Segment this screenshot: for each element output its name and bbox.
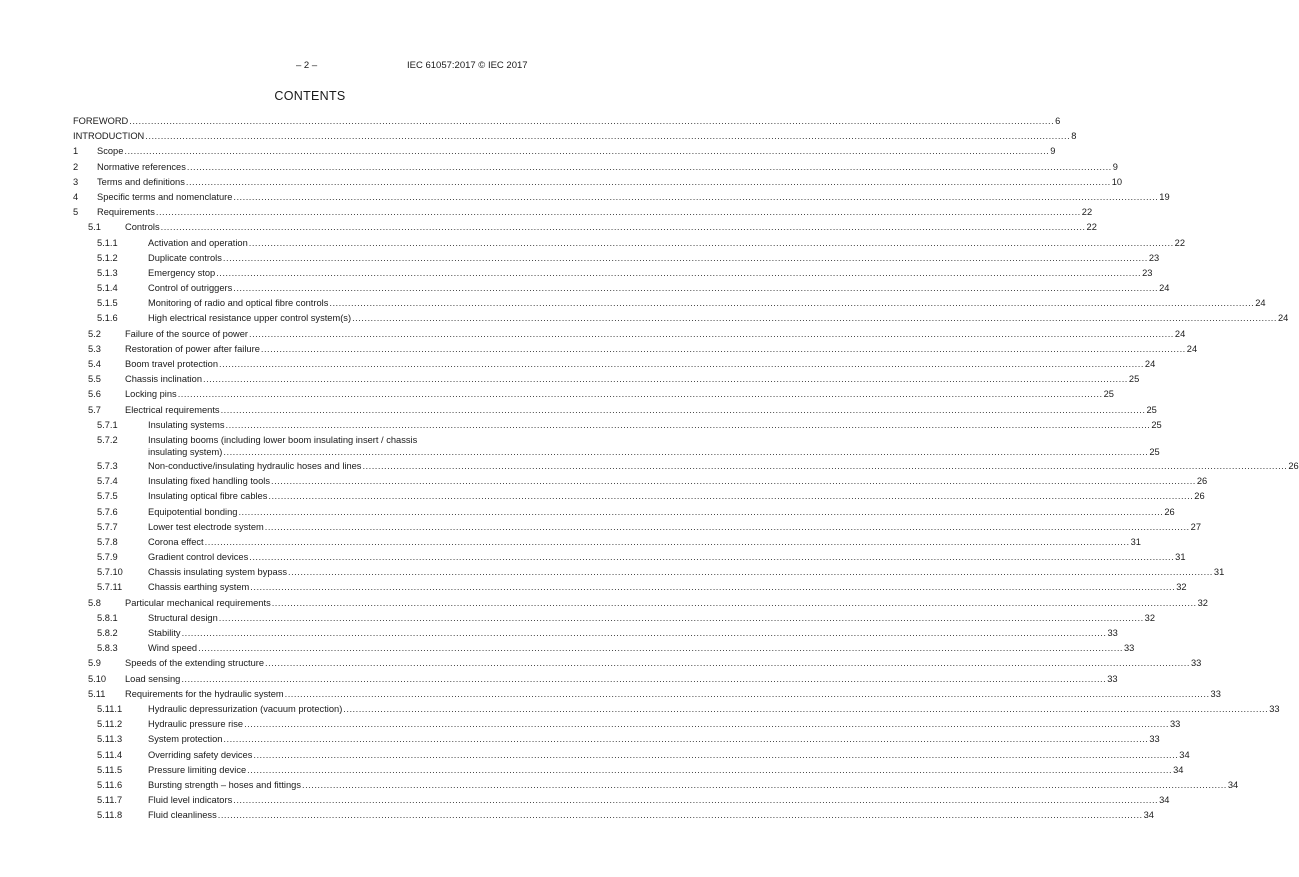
toc-entry[interactable] [73,114,1061,129]
toc-entry[interactable] [73,144,1056,159]
toc-entry-page: 33 [1124,643,1135,654]
toc-entry-page: 24 [1144,359,1156,369]
toc-entry-number: 5.7.11 [97,582,123,593]
toc-entry-title: Wind speed [148,641,198,656]
toc-entry-title: Lower test electrode system [148,520,265,535]
toc-entry-page: 33 [1107,673,1118,684]
toc-entry-number: 5.11.8 [97,810,123,821]
toc-entry-page: 34 [1173,764,1184,775]
toc-entry-page: 24 [1159,283,1170,294]
toc-entry[interactable] [73,505,1175,520]
toc-entry-number: 5.7.8 [97,536,118,547]
toc-entry-page: 22 [1174,237,1186,248]
dot-leader: ............................................................................................................................................................................................................................................................................................................ [223,446,1149,457]
toc-entry-title: Chassis insulating system bypass [148,565,288,580]
toc-entry-page: 23 [1148,252,1160,263]
page-title: CONTENTS [274,89,346,103]
dot-leader: ............................................................................................................................................................................................................................................................................................................ [249,552,1175,563]
toc-entry-page: 31 [1213,567,1225,578]
toc-entry[interactable] [73,763,1184,778]
dot-leader: ............................................................................................................................................................................................................................................................................................................ [177,389,1103,400]
toc-entry[interactable] [73,565,1225,580]
toc-entry[interactable] [73,535,1141,550]
toc-entry-page: 8 [1071,131,1077,142]
dot-leader: ............................................................................................................................................................................................................................................................................................................ [265,658,1190,669]
toc-entry-title: Fluid cleanliness [148,808,218,823]
toc-entry-title: Load sensing [125,672,181,687]
toc-entry[interactable] [73,205,1093,220]
toc-entry[interactable] [73,372,1140,387]
toc-entry[interactable] [73,550,1186,565]
toc-entry-number: 5.1 [88,222,101,233]
toc-entry-number: 5.5 [88,374,101,385]
toc-entry[interactable] [73,357,1156,372]
toc-entry-page: 32 [1144,612,1156,623]
dot-leader: ............................................................................................................................................................................................................................................................................................................ [155,207,1081,218]
dot-leader: ............................................................................................................................................................................................................................................................................................................ [181,673,1107,684]
toc-entry-page: 22 [1086,222,1097,233]
toc-entry[interactable] [73,129,1077,144]
dot-leader: ............................................................................................................................................................................................................................................................................................................ [124,146,1050,157]
toc-entry-page: 25 [1146,404,1157,415]
toc-entry-title: Bursting strength – hoses and fittings [148,778,302,793]
toc-entry-page: 33 [1169,719,1181,730]
toc-entry-number: 4 [73,191,79,202]
toc-entry-title: Scope [97,144,124,159]
toc-entry-page: 24 [1174,328,1186,339]
dot-leader: ............................................................................................................................................................................................................................................................................................................ [270,476,1196,487]
dot-leader: ............................................................................................................................................................................................................................................................................................................ [343,703,1269,714]
toc-entry-title: Insulating systems [148,418,225,433]
toc-entry-number: 5.7.9 [97,552,118,563]
toc-entry-title: Duplicate controls [148,251,223,266]
toc-entry-number: 5.11.1 [97,703,123,714]
dot-leader: ............................................................................................................................................................................................................................................................................................................ [217,810,1143,821]
dot-leader: ............................................................................................................................................................................................................................................................................................................ [145,131,1071,142]
dot-leader: ............................................................................................................................................................................................................................................................................................................ [250,582,1176,593]
toc-entry-number: 5.8.3 [97,643,118,654]
dot-leader: ............................................................................................................................................................................................................................................................................................................ [223,734,1149,745]
toc-entry-number: 5.11.3 [97,734,123,745]
toc-entry-number: 5.11 [88,688,106,699]
toc-entry-title: Failure of the source of power [125,327,249,342]
toc-entry-number: 5.1.1 [97,237,118,248]
toc-entry-title: Particular mechanical requirements [125,596,272,611]
toc-entry-page: 32 [1176,582,1187,593]
toc-entry-page: 33 [1149,734,1160,745]
dot-leader: ............................................................................................................................................................................................................................................................................................................ [203,374,1128,385]
toc-entry-title: Insulating optical fibre cables [148,489,268,504]
toc-entry-number: 5.2 [88,328,101,339]
toc-entry-page: 19 [1159,191,1170,202]
toc-entry-page: 34 [1179,749,1190,760]
toc-entry-number: 5.3 [88,343,101,354]
toc-entry[interactable] [73,160,1118,175]
toc-entry[interactable] [73,251,1160,266]
toc-entry[interactable] [73,387,1114,402]
toc-entry-number: 5.8.1 [97,612,118,623]
dot-leader: ............................................................................................................................................................................................................................................................................................................ [249,328,1174,339]
toc-entry[interactable] [73,641,1135,656]
toc-entry-page: 34 [1227,779,1239,790]
toc-entry-number: 5.7.3 [97,460,118,471]
toc-entry-number: 5.11.4 [97,749,123,760]
toc-entry-title: Requirements [97,205,156,220]
toc-entry-number: 5.7.2 [97,434,118,445]
toc-entry-number: 5 [73,207,79,218]
dot-leader: ............................................................................................................................................................................................................................................................................................................ [264,521,1190,532]
toc-entry-page: 26 [1288,460,1299,471]
dot-leader: ............................................................................................................................................................................................................................................................................................................ [204,536,1130,547]
toc-entry-title: Hydraulic depressurization (vacuum protection) [148,702,343,717]
dot-leader: ............................................................................................................................................................................................................................................................................................................ [222,252,1148,263]
dot-leader: ............................................................................................................................................................................................................................................................................................................ [284,688,1210,699]
toc-entry-page: 24 [1186,343,1198,354]
dot-leader: ............................................................................................................................................................................................................................................................................................................ [181,628,1107,638]
dot-leader: ............................................................................................................................................................................................................................................................................................................ [225,419,1151,430]
toc-entry[interactable] [73,311,1289,326]
table-of-contents [73,114,1299,823]
dot-leader: ............................................................................................................................................................................................................................................................................................................ [216,267,1142,278]
toc-entry-title: Pressure limiting device [148,763,247,778]
toc-entry-title: Emergency stop [148,266,216,281]
toc-entry-page: 26 [1194,491,1205,502]
toc-entry-title: Overriding safety devices [148,748,253,763]
toc-entry-title: Equipotential bonding [148,505,238,520]
toc-entry-number: 5.10 [88,673,107,684]
toc-entry-title: Non-conductive/insulating hydraulic hoses and lines [148,459,362,474]
toc-entry-page: 31 [1175,552,1186,563]
toc-entry-page: 24 [1277,313,1289,324]
toc-entry-title: Requirements for the hydraulic system [125,687,285,702]
dot-leader: ............................................................................................................................................................................................................................................................................................................ [219,359,1144,369]
toc-entry[interactable] [73,403,1157,418]
toc-entry-title: Boom travel protection [125,357,219,372]
toc-entry[interactable] [73,327,1186,342]
toc-entry-title: Structural design [148,611,219,626]
toc-entry-page: 9 [1112,161,1118,172]
toc-entry-title: Gradient control devices [148,550,249,565]
dot-leader: ............................................................................................................................................................................................................................................................................................................ [247,764,1173,775]
toc-entry-title: Insulating booms (including lower boom insulating insert / chassis [148,434,418,445]
dot-leader: ............................................................................................................................................................................................................................................................................................................ [301,779,1227,790]
toc-entry-page: 25 [1151,419,1162,430]
toc-entry-title: Control of outriggers [148,281,233,296]
toc-entry[interactable] [73,717,1181,732]
toc-entry-title: Specific terms and nomenclature [97,190,233,205]
toc-entry-page: 33 [1107,628,1118,638]
dot-leader: ............................................................................................................................................................................................................................................................................................................ [288,567,1213,578]
toc-entry-number: 5.7.1 [97,419,118,430]
toc-entry[interactable] [73,175,1123,190]
toc-entry-title: Chassis earthing system [148,580,250,595]
toc-entry-title: Electrical requirements [125,403,221,418]
page-number: – 2 – [296,60,318,71]
toc-entry-page: 32 [1197,597,1208,608]
dot-leader: ............................................................................................................................................................................................................................................................................................................ [233,191,1159,202]
toc-entry[interactable] [73,656,1202,671]
dot-leader: ............................................................................................................................................................................................................................................................................................................ [268,491,1194,502]
dot-leader: ............................................................................................................................................................................................................................................................................................................ [233,283,1159,294]
toc-entry-number: 5.6 [88,389,101,400]
dot-leader: ............................................................................................................................................................................................................................................................................................................ [160,222,1086,233]
toc-entry-page: 6 [1055,116,1061,126]
toc-entry[interactable] [73,342,1198,357]
toc-entry-number: 5.11.6 [97,779,123,790]
dot-leader: ............................................................................................................................................................................................................................................................................................................ [248,237,1174,248]
toc-entry[interactable] [73,748,1190,763]
dot-leader: ............................................................................................................................................................................................................................................................................................................ [129,116,1055,126]
toc-entry-title: High electrical resistance upper control system(s) [148,311,352,326]
toc-entry-number: 5.9 [88,658,101,669]
toc-entry-title: Activation and operation [148,236,249,251]
toc-entry[interactable] [73,778,1239,793]
toc-entry[interactable] [73,459,1299,474]
toc-entry-number: 5.8.2 [97,628,118,638]
toc-entry-number: 5.1.2 [97,252,118,263]
toc-entry-title: INTRODUCTION [73,129,145,144]
toc-entry-title: Monitoring of radio and optical fibre controls [148,296,329,311]
toc-entry-page: 26 [1196,476,1208,487]
dot-leader: ............................................................................................................................................................................................................................................................................................................ [233,795,1159,806]
dot-leader: ............................................................................................................................................................................................................................................................................................................ [253,749,1179,760]
toc-entry-number: 5.1.3 [97,267,118,278]
toc-entry-title: Terms and definitions [97,175,186,190]
dot-leader: ............................................................................................................................................................................................................................................................................................................ [198,643,1124,654]
toc-entry-page: 27 [1190,521,1201,532]
toc-entry-title: Hydraulic pressure rise [148,717,244,732]
toc-entry-number: 5.8 [88,597,101,608]
toc-entry-title: Normative references [97,160,187,175]
toc-entry-number: 5.7.4 [97,476,118,487]
toc-entry[interactable] [73,220,1097,235]
toc-entry-page: 25 [1149,446,1160,457]
dot-leader: ............................................................................................................................................................................................................................................................................................................ [220,404,1146,415]
toc-entry-title: Locking pins [125,387,178,402]
toc-entry-number: 2 [73,161,79,172]
toc-entry[interactable] [73,580,1187,595]
toc-entry[interactable] [73,596,1208,611]
toc-entry-number: 5.11.5 [97,764,123,775]
toc-entry[interactable] [73,281,1170,296]
toc-entry-number: 5.7 [88,404,101,415]
dot-leader: ............................................................................................................................................................................................................................................................................................................ [362,460,1288,471]
toc-entry[interactable] [73,611,1156,626]
toc-entry-title: Speeds of the extending structure [125,656,265,671]
toc-entry-number: 5.7.7 [97,521,118,532]
standard-reference: IEC 61057:2017 © IEC 2017 [407,60,528,71]
toc-entry-title: Stability [148,626,182,641]
toc-entry-number: 5.7.6 [97,506,118,517]
toc-entry-page: 33 [1190,658,1202,669]
dot-leader: ............................................................................................................................................................................................................................................................................................................ [329,298,1255,309]
dot-leader: ............................................................................................................................................................................................................................................................................................................ [260,343,1186,354]
toc-entry-number: 5.1.4 [97,283,118,294]
toc-entry[interactable] [73,732,1160,747]
toc-entry-title: System protection [148,732,223,747]
toc-entry-page: 23 [1142,267,1153,278]
toc-entry-page: 25 [1103,389,1114,400]
toc-entry-page: 26 [1164,506,1175,517]
toc-entry-page: 22 [1081,207,1093,218]
dot-leader: ............................................................................................................................................................................................................................................................................................................ [185,176,1111,187]
toc-entry-title: insulating system) [148,446,223,457]
toc-entry-number: 5.7.10 [97,567,123,578]
toc-entry[interactable] [73,672,1118,687]
toc-entry[interactable] [73,418,1162,433]
toc-entry[interactable] [73,626,1118,641]
toc-entry-title: FOREWORD [73,114,129,129]
toc-entry-number: 5.7.5 [97,491,118,502]
toc-entry-title: Fluid level indicators [148,793,233,808]
toc-entry-title: Insulating fixed handling tools [148,474,271,489]
toc-entry[interactable] [73,474,1208,489]
dot-leader: ............................................................................................................................................................................................................................................................................................................ [271,597,1197,608]
toc-entry[interactable] [73,296,1266,311]
toc-entry[interactable] [73,808,1154,823]
toc-entry[interactable] [73,266,1153,281]
toc-entry-title: Corona effect [148,535,205,550]
dot-leader: ............................................................................................................................................................................................................................................................................................................ [352,313,1277,324]
toc-entry[interactable] [73,793,1170,808]
toc-entry-number: 5.4 [88,359,101,369]
toc-entry-number: 5.11.7 [97,795,123,806]
toc-entry-title: Restoration of power after failure [125,342,261,357]
dot-leader: ............................................................................................................................................................................................................................................................................................................ [238,506,1164,517]
toc-entry[interactable] [73,236,1186,251]
toc-entry-page: 31 [1130,536,1141,547]
toc-entry-page: 9 [1050,146,1056,157]
toc-entry-page: 24 [1255,298,1266,309]
toc-entry-number: 3 [73,176,79,187]
toc-entry[interactable] [73,190,1170,205]
toc-entry-page: 25 [1128,374,1140,385]
toc-entry-number: 1 [73,146,79,157]
toc-entry[interactable] [73,520,1201,535]
toc-entry[interactable] [73,489,1205,504]
toc-entry-page: 34 [1143,810,1154,821]
toc-entry-number: 5.11.2 [97,719,123,730]
toc-entry-page: 33 [1269,703,1280,714]
dot-leader: ............................................................................................................................................................................................................................................................................................................ [244,719,1169,730]
toc-entry-page: 10 [1111,176,1123,187]
toc-entry-number: 5.1.6 [97,313,118,324]
toc-entry-title: Controls [125,220,161,235]
dot-leader: ............................................................................................................................................................................................................................................................................................................ [186,161,1112,172]
toc-entry-page: 33 [1210,688,1221,699]
toc-entry[interactable] [73,433,1160,459]
toc-entry-title: Chassis inclination [125,372,203,387]
toc-entry[interactable] [73,687,1221,702]
toc-entry-number: 5.1.5 [97,298,118,309]
toc-entry-page: 34 [1159,795,1170,806]
toc-entry[interactable] [73,702,1280,717]
dot-leader: ............................................................................................................................................................................................................................................................................................................ [218,612,1144,623]
